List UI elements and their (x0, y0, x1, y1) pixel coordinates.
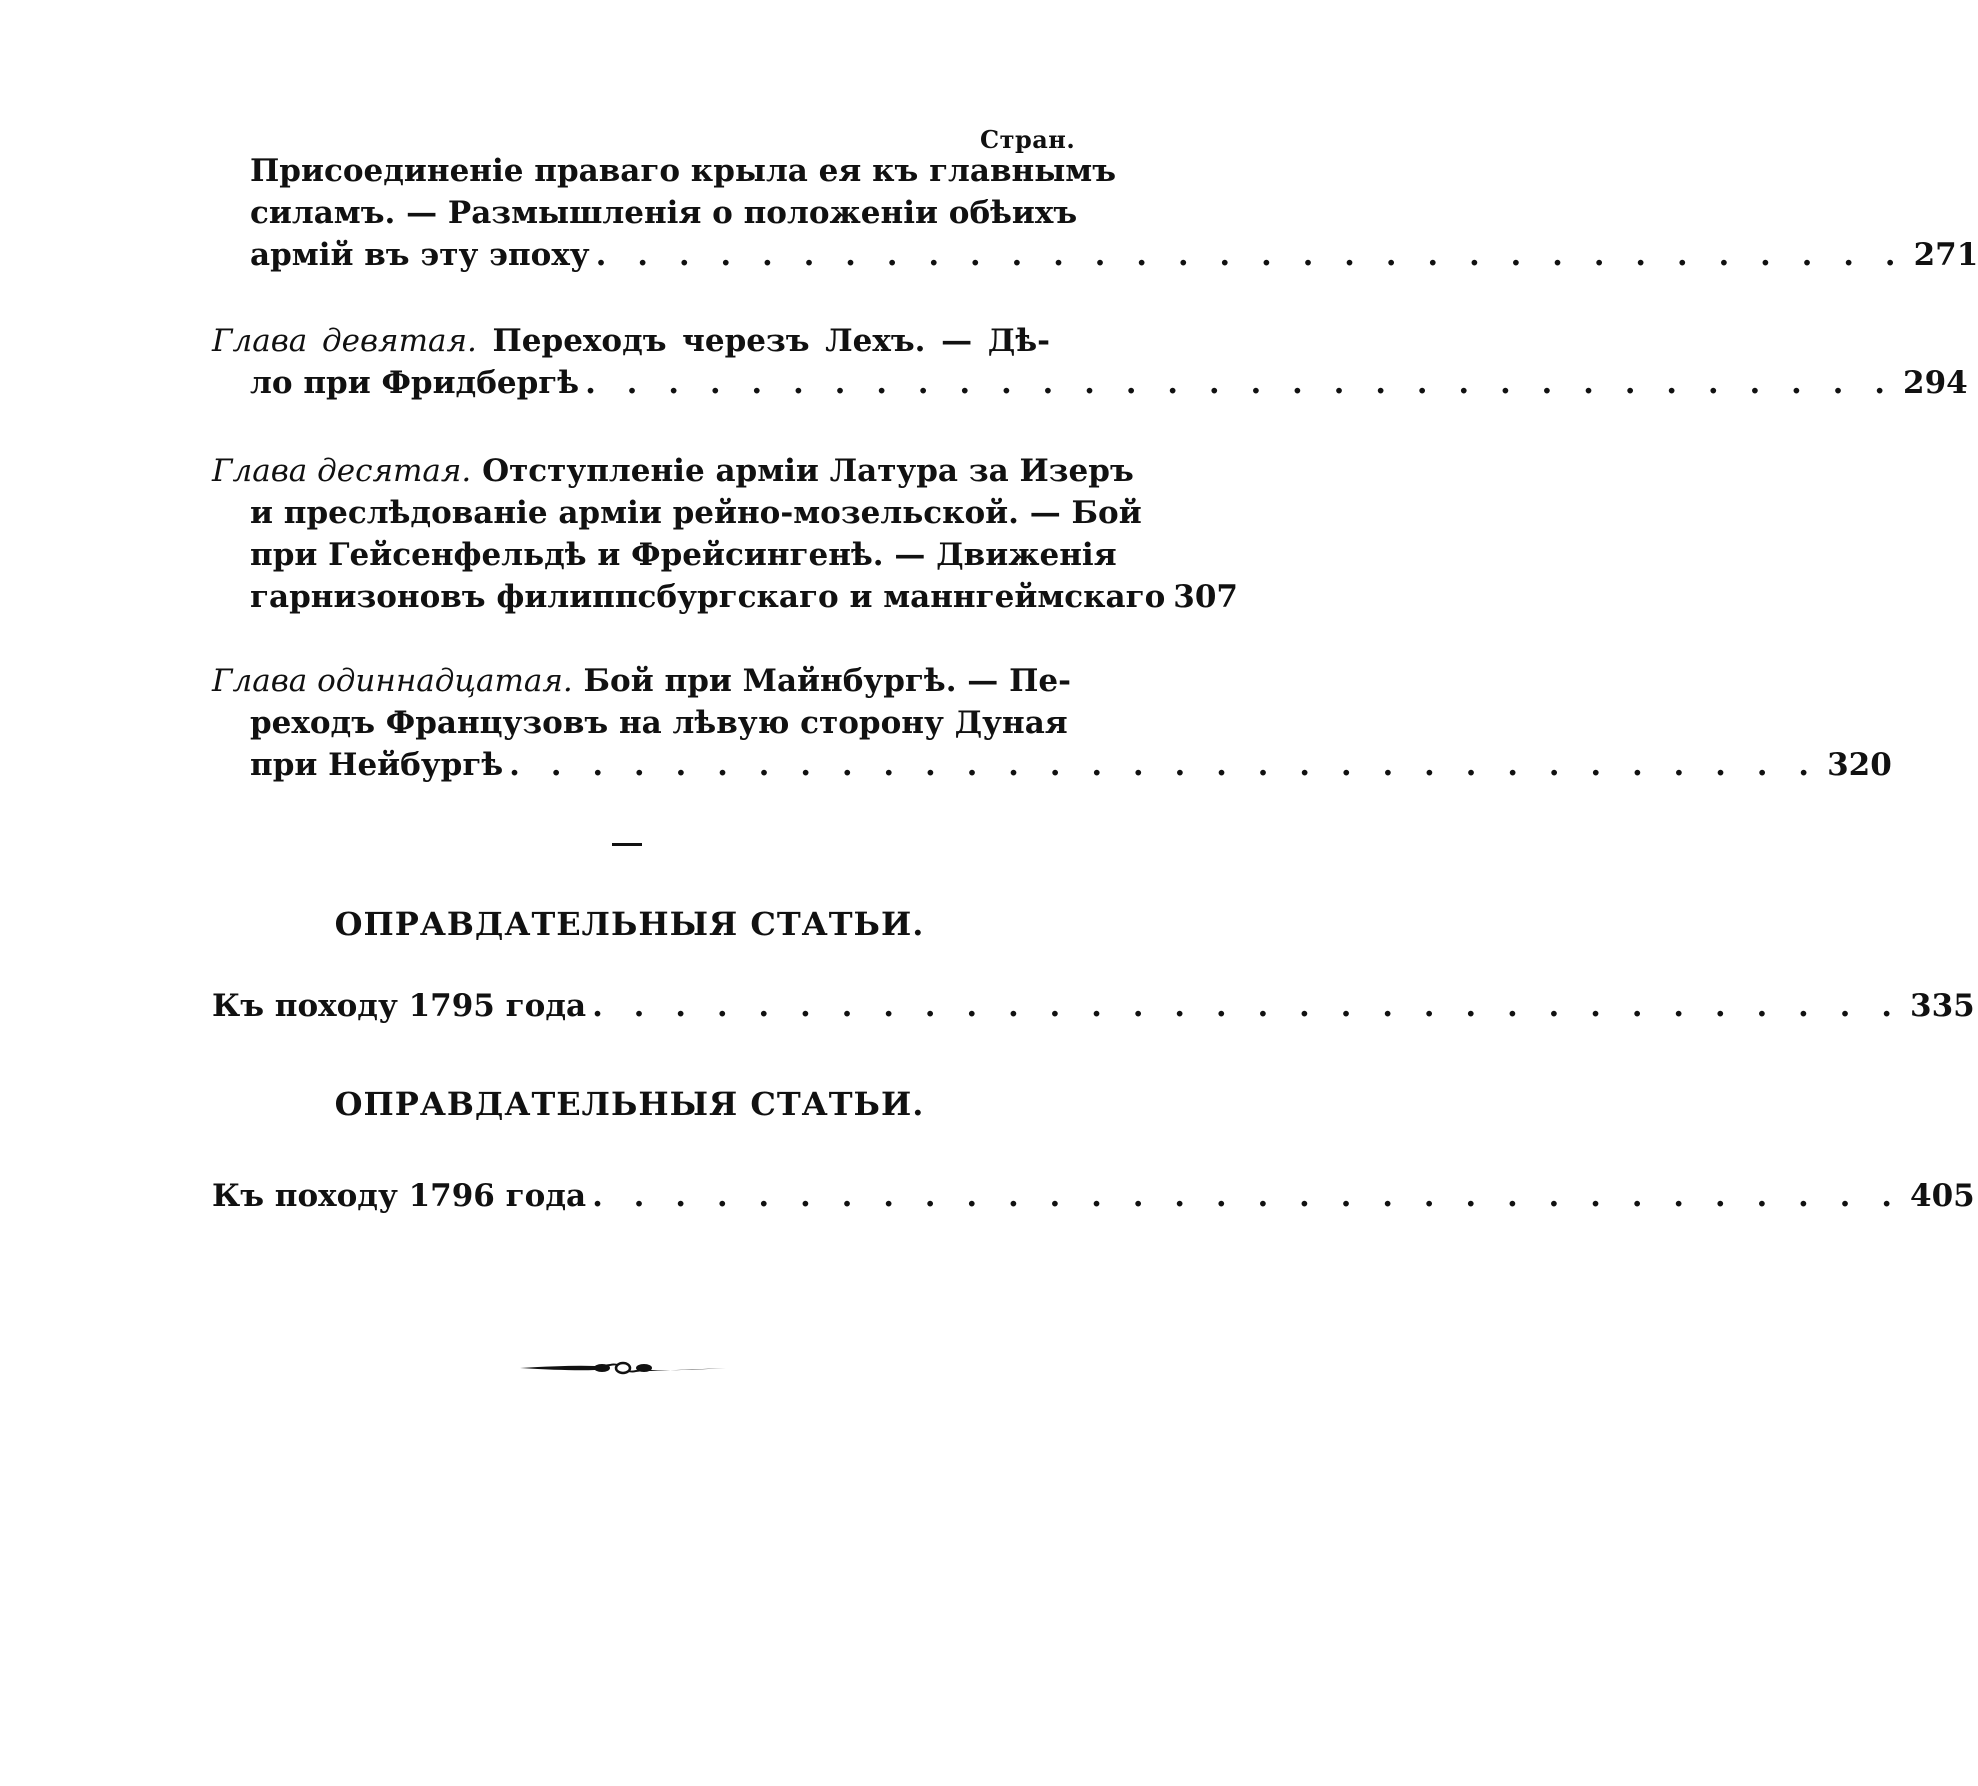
dot-leader: . . . . . . . . . . . . . . . . . . . . . . . . . . . . . . . . (592, 988, 1903, 1024)
toc-entry-last-line (212, 1175, 1975, 1217)
chapter-label: Глава девятая. (212, 323, 477, 359)
toc-entry-text: Къ походу 1795 года (212, 988, 587, 1024)
toc-entry-line: реходъ Французовъ на лѣвую сторону Дуная (250, 705, 1068, 741)
toc-entry-text: Переходъ черезъ Лехъ. — Дѣ- (492, 323, 1050, 359)
toc-entry-chapter-9 (212, 320, 1968, 404)
ornament-divider (520, 1358, 726, 1378)
toc-entry-last-line (212, 744, 1892, 786)
toc-entry-text: Отступленіе арміи Латура за Изеръ (482, 453, 1134, 489)
dot-leader: . . . . . . . . . . . . . . . . . . . . . . . . . . . . . . . . (595, 237, 1906, 273)
toc-entry-last-line (212, 985, 1975, 1027)
toc-entry-appendix-1796 (212, 1175, 1975, 1217)
page-number: 335 (1910, 988, 1975, 1024)
toc-entry-chapter-11 (212, 660, 1892, 786)
toc-entry-last-line (212, 576, 1239, 618)
toc-entry-last-line (212, 362, 1968, 404)
page-number: 405 (1910, 1178, 1975, 1214)
chapter-label: Глава десятая. (212, 453, 472, 489)
dot-leader: . . . . . . . . . . . . . . . . . . . . . . . . . . . . . . . . (509, 747, 1820, 783)
page-column-header: Стран. (980, 125, 1076, 154)
page-number: 320 (1827, 747, 1892, 783)
section-heading: ОПРАВДАТЕЛЬНЫЯ СТАТЬИ. (334, 1085, 925, 1123)
toc-entry-first-line (212, 450, 1134, 492)
dot-leader: . . . . . . . . . . . . . . . . . . . . . . . . . . . . . . . . (585, 365, 1896, 401)
page-number: 307 (1173, 579, 1239, 615)
toc-entry-text: при Нейбургѣ (250, 747, 504, 783)
toc-entry-text: ло при Фридбергѣ (250, 365, 580, 401)
separator-dash (612, 843, 642, 846)
page-number: 271 (1913, 237, 1978, 273)
toc-entry-line: при Гейсенфельдѣ и Фрейсингенѣ. — Движенія (250, 537, 1117, 573)
toc-entry-first-line (212, 320, 1050, 362)
toc-entry-appendix-1795 (212, 985, 1975, 1027)
toc-entry-line: силамъ. — Размышленія о положеніи обѣихъ (250, 195, 1078, 231)
toc-entry-text: армій въ эту эпоху (250, 237, 590, 273)
toc-entry-text: Къ походу 1796 года (212, 1178, 587, 1214)
dot-leader: . . . . . . . . . . . . . . . . . . . . . . . . . . . . . . . . (592, 1178, 1903, 1214)
toc-entry-text: Бой при Майнбургѣ. — Пе- (583, 663, 1071, 699)
toc-entry-chapter-10 (212, 450, 1239, 618)
toc-entry-continuation (212, 150, 1978, 276)
toc-entry-first-line (212, 660, 1071, 702)
page-number: 294 (1903, 365, 1968, 401)
section-heading: ОПРАВДАТЕЛЬНЫЯ СТАТЬИ. (334, 905, 925, 943)
toc-entry-line: Присоединеніе праваго крыла ея къ главнымъ (250, 153, 1117, 189)
toc-entry-text: гарнизоновъ филиппсбургскаго и маннгеймскаго (250, 579, 1166, 615)
chapter-label: Глава одиннадцатая. (212, 663, 573, 699)
toc-entry-line: и преслѣдованіе арміи рейно-мозельской. — Бой (250, 495, 1142, 531)
toc-entry-last-line (212, 234, 1978, 276)
